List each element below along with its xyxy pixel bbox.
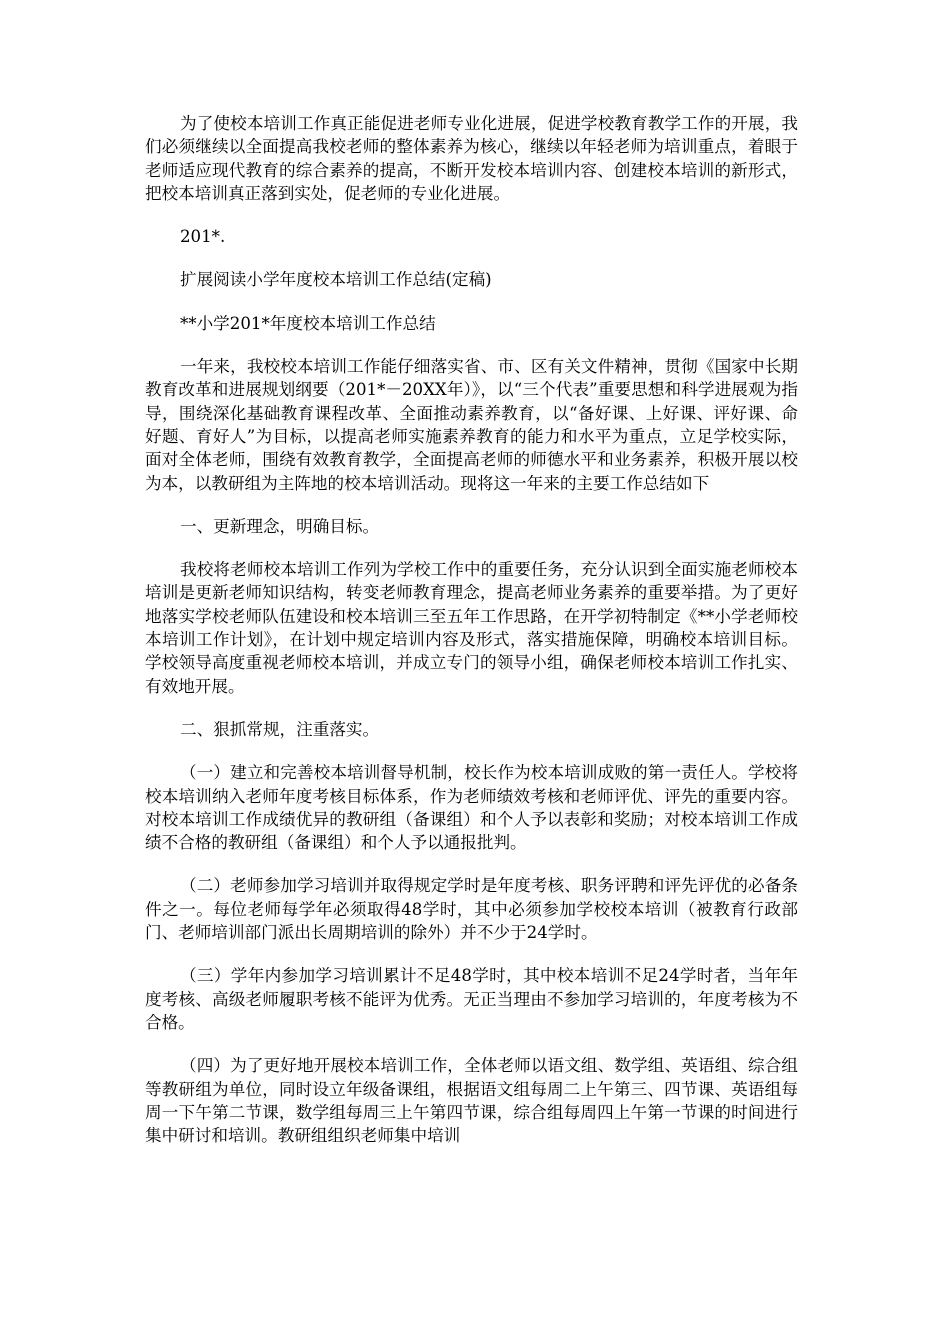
paragraph-summary-title: **小学201*年度校本培训工作总结 xyxy=(180,313,436,333)
paragraph-item-3: （三）学年内参加学习培训累计不足48学时，其中校本培训不足24学时者，当年年度考核、高级老师履职考核不能评为优秀。无正当理由不参加学习培训的，年度考核为不合格。 xyxy=(145,966,798,1032)
paragraph-intro: 为了使校本培训工作真正能促进老师专业化进展，促进学校教育教学工作的开展，我们必须继续以全面提高我校老师的整体素养为核心，继续以年轻老师为培训重点，着眼于老师适应现代教育的综合素养的提高，不断开发校本培训内容、创建校本培训的新形式，把校本培训真正落到实处，促老师的专业化进展。 xyxy=(145,114,798,203)
paragraph-extended-reading-title: 扩展阅读小学年度校本培训工作总结(定稿) xyxy=(180,270,492,290)
paragraph-overview: 一年来，我校校本培训工作能仔细落实省、市、区有关文件精神，贯彻《国家中长期教育改革和进展规划纲要（201*－20XX年）》，以“三个代表”重要思想和科学进展观为指导，围绕深化基础教育课程改革、全面推动素养教育，以“备好课、上好课、评好课、命好题、育好人”为目标，以提高老师实施素养教育的能力和水平为重点，立足学校实际，面对全体老师，围绕有效教育教学，全面提高老师的师德水平和业务素养，积极开展以校为本，以教研组为主阵地的校本培训活动。现将这一年来的主要工作总结如下 xyxy=(145,357,798,493)
section-heading-1: 一、更新理念，明确目标。 xyxy=(180,516,380,536)
paragraph-section-1: 我校将老师校本培训工作列为学校工作中的重要任务，充分认识到全面实施老师校本培训是更新老师知识结构，转变老师教育理念，提高老师业务素养的重要举措。为了更好地落实学校老师队伍建设和校本培训三至五年工作思路，在开学初特制定《**小学老师校本培训工作计划》，在计划中规定培训内容及形式，落实措施保障，明确校本培训目标。学校领导高度重视老师校本培训，并成立专门的领导小组，确保老师校本培训工作扎实、有效地开展。 xyxy=(145,560,798,696)
paragraph-item-1: （一）建立和完善校本培训督导机制，校长作为校本培训成败的第一责任人。学校将校本培训纳入老师年度考核目标体系，作为老师绩效考核和老师评优、评先的重要内容。对校本培训工作成绩优异的教研组（备课组）和个人予以表彰和奖励；对校本培训工作成绩不合格的教研组（备课组）和个人予以通报批判。 xyxy=(145,763,798,853)
section-heading-2: 二、狠抓常规，注重落实。 xyxy=(180,719,380,739)
paragraph-item-4: （四）为了更好地开展校本培训工作，全体老师以语文组、数学组、英语组、综合组等教研组为单位，同时设立年级备课组，根据语文组每周二上午第三、四节课、英语组每周一下午第二节课，数学组每周三上午第四节课，综合组每周四上午第一节课的时间进行集中研讨和培训。教研组组织老师集中培训 xyxy=(145,1056,798,1146)
paragraph-year: 201*. xyxy=(180,227,226,247)
document-body xyxy=(145,112,798,1167)
paragraph-item-2: （二）老师参加学习培训并取得规定学时是年度考核、职务评聘和评先评优的必备条件之一。每位老师每学年必须取得48学时，其中必须参加学校校本培训（被教育行政部门、老师培训部门派出长周期培训的除外）并不少于24学时。 xyxy=(145,876,798,943)
